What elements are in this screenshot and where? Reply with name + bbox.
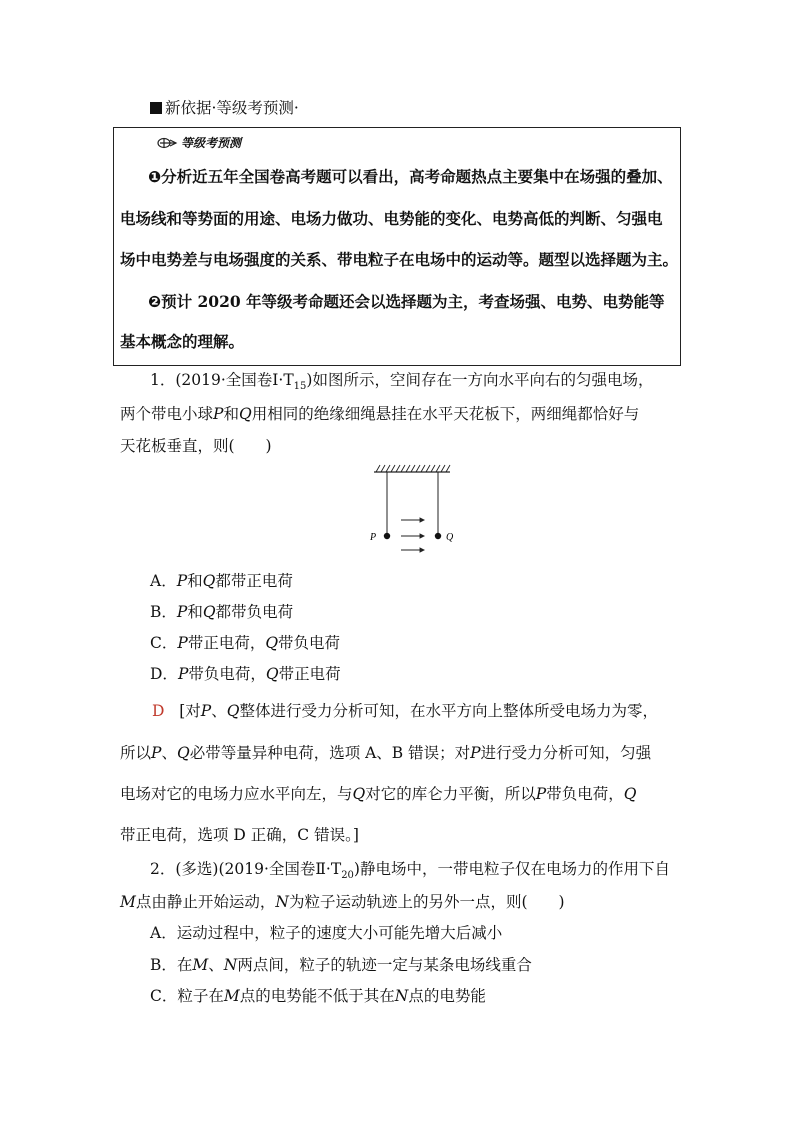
box-para1-line2: 电场线和等势面的用途、电场力做功、电势能的变化、电势高低的判断、匀强电 [120, 209, 663, 228]
section-title: 新依据·等级考预测· [150, 96, 299, 118]
q1-option-d: D．P带负电荷，Q带正电荷 [150, 665, 341, 683]
ball-q [435, 533, 441, 539]
q1-stem-line3: 天花板垂直，则( ) [120, 437, 272, 455]
q2-stem-line1: 2．(多选)(2019·全国卷$Ⅱ\cdot T_{20}$)静电场中，一带电粒子仅在电场力的作用下自 [150, 860, 670, 882]
q1-explanation-line4: 带正电荷，选项 D 正确，C 错误。] [120, 826, 359, 844]
q1-stem-line1: 1．(2019·全国卷$Ⅰ\cdot T_{15}$)如图所示，空间存在一方向水平向右的匀强电场， [150, 371, 654, 393]
q1-answer: D [152, 702, 165, 720]
ribbon-icon [156, 137, 178, 149]
box-header: 等级考预测 [156, 134, 241, 151]
q1-explanation-line1: D [对P、Q整体进行受力分析可知，在水平方向上整体所受电场力为零， [152, 702, 658, 720]
q2-option-a: A．运动过程中，粒子的速度大小可能先增大后减小 [150, 924, 503, 942]
q2-option-c: C．粒子在M点的电势能不低于其在N点的电势能 [150, 987, 486, 1005]
box-para2-line2: 基本概念的理解。 [120, 332, 245, 351]
label-p: P [370, 532, 377, 543]
q1-stem-line2: 两个带电小球P和Q用相同的绝缘细绳悬挂在水平天花板下，两细绳都恰好与 [120, 405, 640, 423]
box-para2-line1: ❷预计 2020 年等级考命题还会以选择题为主，考查场强、电势、电势能等 [148, 292, 665, 311]
q1-explanation-line2: 所以P、Q必带等量异种电荷，选项 A、B 错误；对P进行受力分析可知，匀强 [120, 744, 652, 762]
ceiling [374, 465, 450, 472]
q1-option-c: C．P带正电荷，Q带负电荷 [150, 634, 341, 652]
box-para1-line1: ❶分析近五年全国卷高考题可以看出，高考命题热点主要集中在场强的叠加、 [148, 167, 673, 186]
q2-stem-line2: M点由静止开始运动，N为粒子运动轨迹上的另外一点，则( ) [120, 893, 565, 911]
box-para1-line3: 场中电势差与电场强度的关系、带电粒子在电场中的运动等。题型以选择题为主。 [120, 250, 679, 269]
q1-option-b: B．P和Q都带负电荷 [150, 603, 294, 621]
q1-explanation-line3: 电场对它的电场力应水平向左，与Q对它的库仑力平衡，所以P带负电荷，Q [120, 785, 637, 803]
q1-figure [360, 460, 470, 555]
q1-option-a: A．P和Q都带正电荷 [150, 572, 293, 590]
square-bullet-icon [150, 102, 162, 114]
field-arrows [401, 518, 424, 552]
q2-option-b: B．在M、N两点间，粒子的轨迹一定与某条电场线重合 [150, 956, 532, 974]
label-q: Q [446, 532, 454, 543]
ball-p [384, 533, 390, 539]
